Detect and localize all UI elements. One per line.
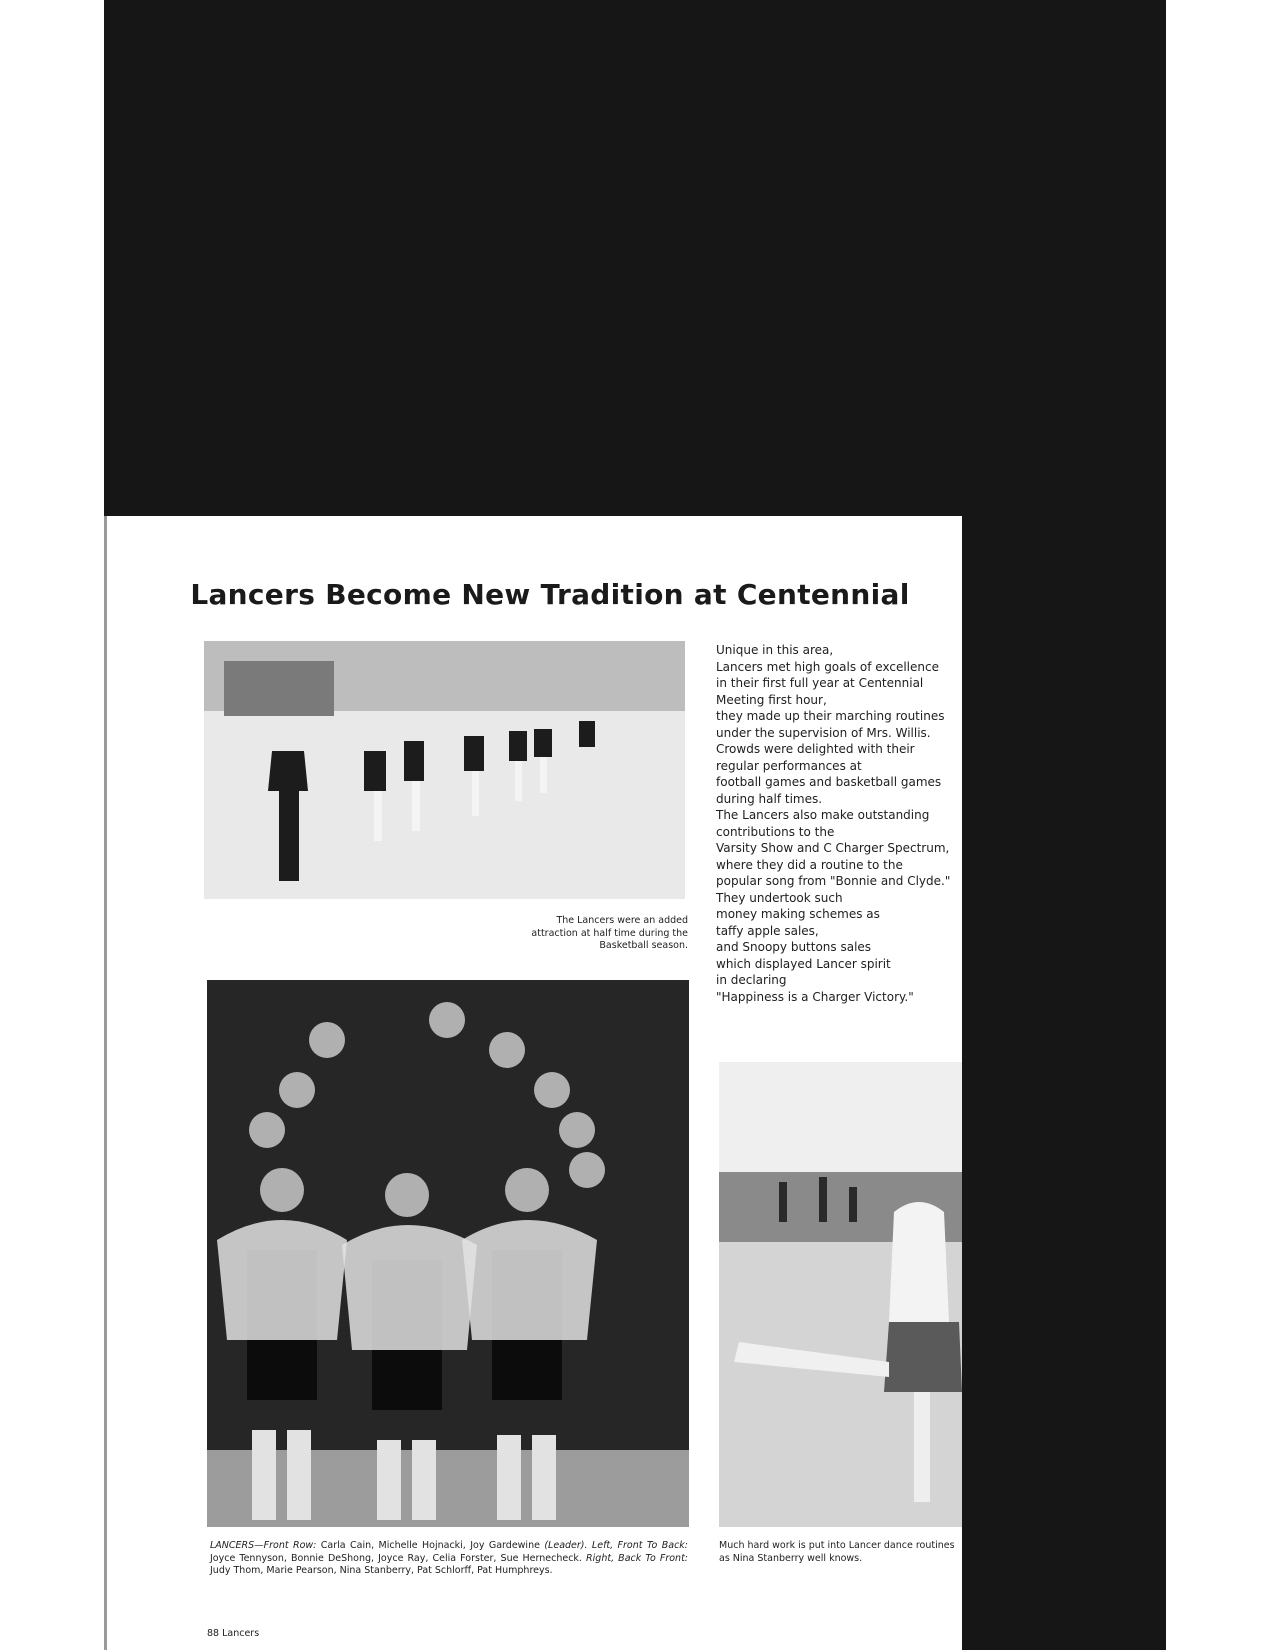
body-line: Lancers met high goals of excellence (716, 659, 939, 674)
body-line: where they did a routine to the (716, 857, 903, 872)
photo-dance-routine (719, 1062, 962, 1527)
scan-dark-border-top (104, 0, 1166, 516)
body-line: They undertook such (716, 890, 843, 905)
caption-group-right-names: Judy Thom, Marie Pearson, Nina Stanberry, Pat Schlorff, Pat Humphreys. (210, 1565, 553, 1576)
scan-dark-border-right (962, 516, 1166, 1650)
caption-group-left-label: Left, Front To Back: (587, 1540, 688, 1551)
body-line: Varsity Show and C Charger Spectrum, (716, 841, 950, 855)
body-line: "Happiness is a Charger Victory." (716, 989, 914, 1004)
page-left-edge (104, 516, 107, 1650)
caption-dance-routine: Much hard work is put into Lancer dance routines as Nina Stanberry well knows. (719, 1540, 955, 1564)
caption-halftime: The Lancers were an added attraction at half time during the Basketball season. (531, 915, 688, 951)
body-line: they made up their marching routines (716, 709, 945, 723)
photo-halftime-lancers (204, 641, 685, 899)
body-line: popular song from "Bonnie and Clyde." (716, 874, 951, 888)
caption-group-front-row: Carla Cain, Michelle Hojnacki, Joy Gardewine (316, 1540, 545, 1551)
body-line: regular performances at (716, 758, 862, 773)
body-line: under the supervision of Mrs. Willis. (716, 725, 931, 740)
caption-group-right-label: Right, Back To Front: (581, 1552, 689, 1564)
body-line: money making schemes as (716, 907, 880, 921)
photo-lancers-group (207, 980, 689, 1527)
body-line: in their first full year at Centennial (716, 676, 924, 690)
caption-group-leader: (Leader). (544, 1540, 588, 1551)
caption-group-left-names: Joyce Tennyson, Bonnie DeShong, Joyce Ray, Celia Forster, Sue Hernecheck. (210, 1552, 582, 1564)
body-line: football games and basketball games (716, 775, 942, 789)
body-line: and Snoopy buttons sales (716, 940, 872, 954)
body-line: in declaring (716, 973, 787, 987)
caption-group-lead: LANCERS—Front Row: (210, 1540, 317, 1551)
body-line: which displayed Lancer spirit (716, 956, 891, 971)
body-line: Crowds were delighted with their (716, 742, 915, 756)
body-line: The Lancers also make outstanding (716, 808, 930, 822)
page-title: Lancers Become New Tradition at Centennial (190, 578, 910, 611)
body-line: Unique in this area, (716, 643, 834, 657)
body-line: contributions to the (716, 824, 835, 839)
article-body (716, 642, 966, 1005)
body-line: taffy apple sales, (716, 923, 819, 938)
page-folio: 88 Lancers (207, 1628, 260, 1639)
body-line: Meeting first hour, (716, 692, 827, 707)
body-line: during half times. (716, 791, 823, 806)
caption-lancers-group (210, 1540, 688, 1578)
